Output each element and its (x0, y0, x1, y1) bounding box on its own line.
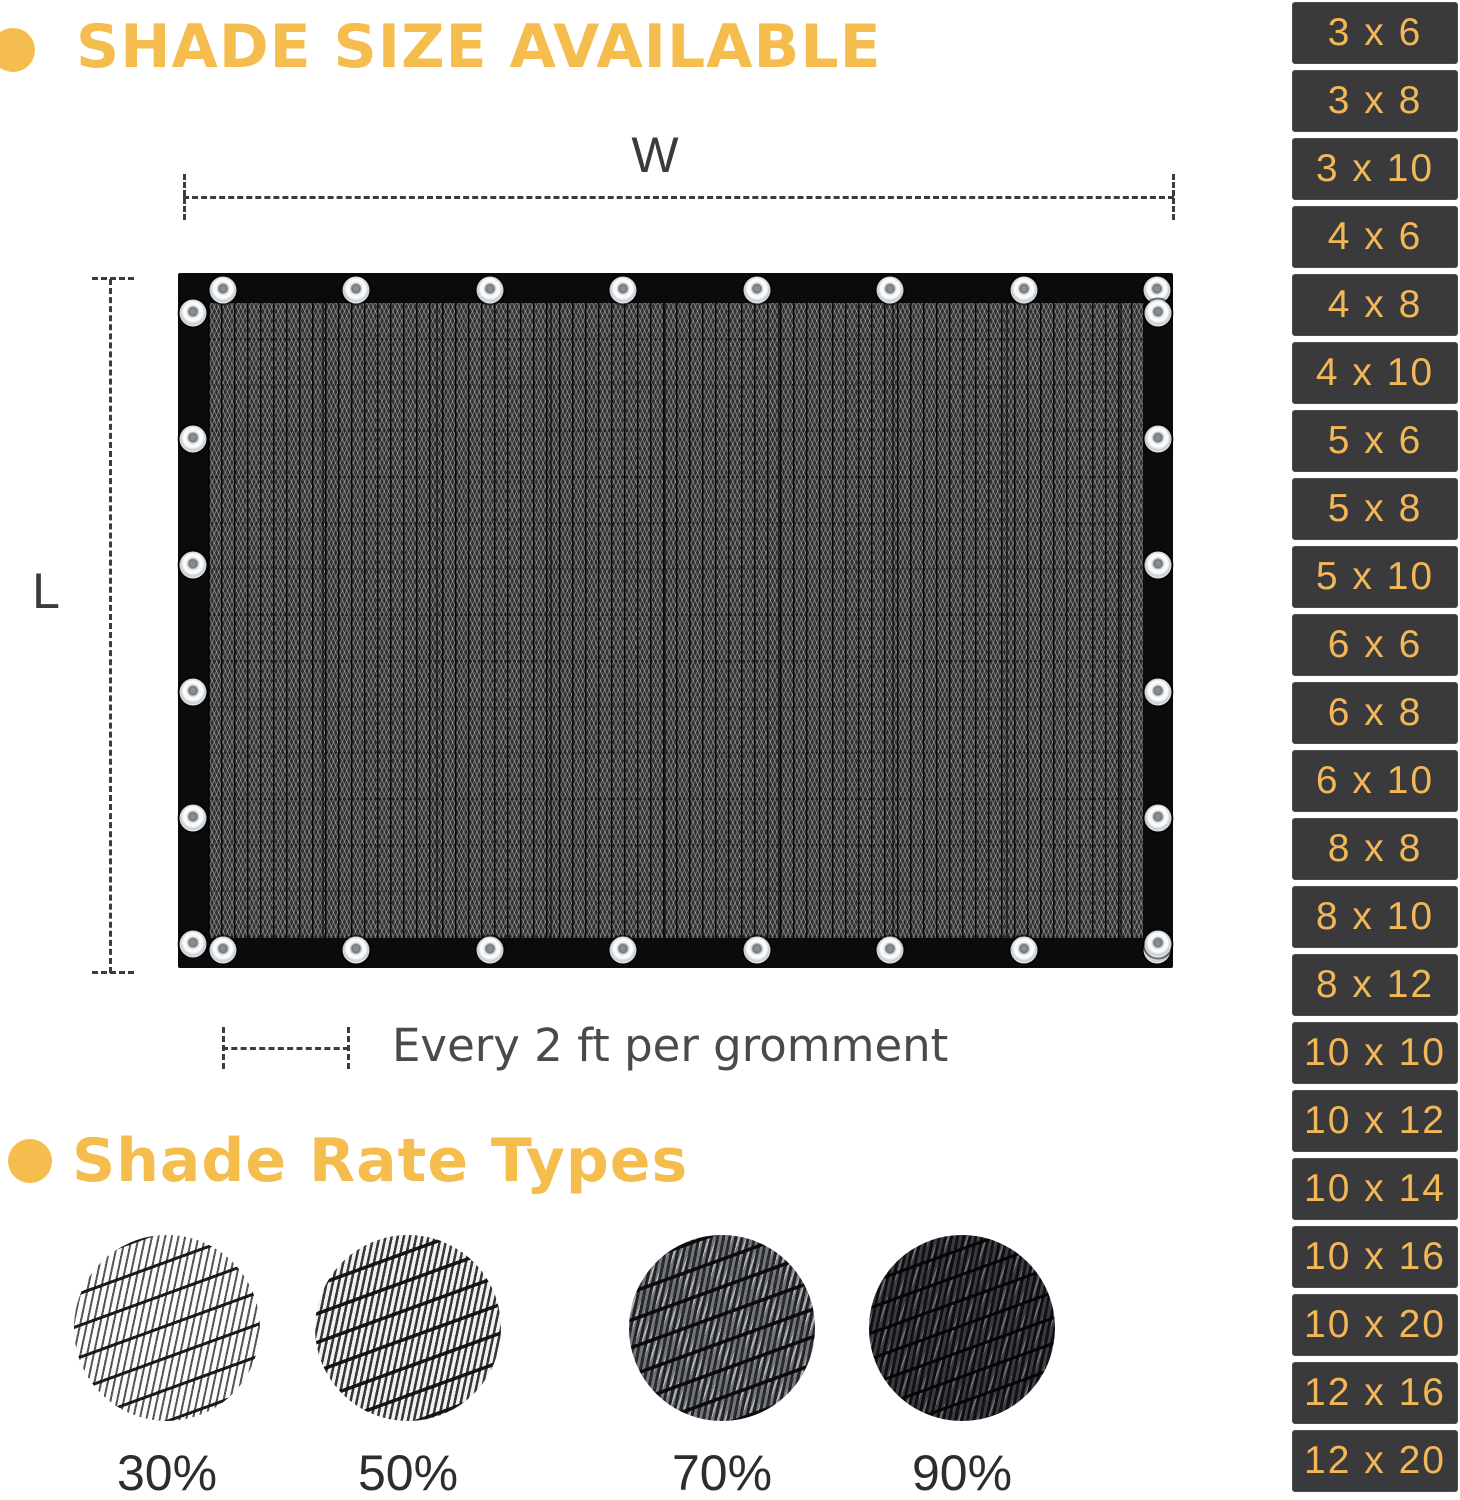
bullet-dot-icon (8, 1139, 52, 1183)
grommet-icon (610, 937, 637, 964)
grommet-spacing-line (222, 1047, 349, 1050)
shade-mesh-texture (208, 303, 1143, 938)
width-dimension-tick-right (1172, 174, 1175, 220)
grommet-icon (610, 277, 637, 304)
grommet-icon (180, 426, 207, 453)
size-option: 5 x 8 (1292, 478, 1458, 540)
grommet-icon (180, 300, 207, 327)
grommet-icon (180, 552, 207, 579)
shade-sample-90-icon (869, 1235, 1055, 1421)
width-dimension-tick-left (183, 174, 186, 220)
grommet-icon (877, 277, 904, 304)
size-option: 3 x 10 (1292, 138, 1458, 200)
grommet-icon (743, 277, 770, 304)
grommet-icon (877, 937, 904, 964)
shade-rate-label: 50% (357, 1445, 459, 1500)
shade-tarp (178, 273, 1173, 968)
size-option: 6 x 6 (1292, 614, 1458, 676)
grommet-icon (1010, 937, 1037, 964)
size-option: 10 x 16 (1292, 1226, 1458, 1288)
grommet-icon (1145, 552, 1172, 579)
length-dimension-line (109, 279, 112, 973)
shade-rate-label: 90% (911, 1445, 1013, 1500)
size-option: 10 x 12 (1292, 1090, 1458, 1152)
shade-rate-title: Shade Rate Types (72, 1126, 689, 1196)
size-option: 10 x 10 (1292, 1022, 1458, 1084)
size-option: 5 x 10 (1292, 546, 1458, 608)
size-option: 4 x 8 (1292, 274, 1458, 336)
grommet-icon (210, 277, 237, 304)
page-title: SHADE SIZE AVAILABLE (76, 12, 882, 82)
size-option: 8 x 10 (1292, 886, 1458, 948)
bullet-dot-icon (0, 28, 35, 72)
grommet-icon (210, 937, 237, 964)
length-dimension-tick-bottom (92, 971, 134, 974)
grommet-icon (1010, 277, 1037, 304)
shade-rate-label: 70% (671, 1445, 773, 1500)
size-option: 4 x 6 (1292, 206, 1458, 268)
grommet-spacing-tick-left (222, 1027, 225, 1069)
size-option: 12 x 16 (1292, 1362, 1458, 1424)
size-option: 6 x 8 (1292, 682, 1458, 744)
grommet-icon (1145, 426, 1172, 453)
size-option: 6 x 10 (1292, 750, 1458, 812)
size-option: 4 x 10 (1292, 342, 1458, 404)
grommet-icon (743, 937, 770, 964)
grommet-icon (476, 937, 503, 964)
shade-rate-label: 30% (116, 1445, 218, 1500)
shade-sample-50-icon (315, 1235, 501, 1421)
width-dimension-line (183, 196, 1174, 199)
grommet-icon (180, 931, 207, 958)
shade-sample-30-icon (74, 1235, 260, 1421)
size-option: 8 x 8 (1292, 818, 1458, 880)
grommet-icon (180, 804, 207, 831)
grommet-icon (343, 937, 370, 964)
size-option: 5 x 6 (1292, 410, 1458, 472)
shade-sample-70-icon (629, 1235, 815, 1421)
length-dimension-label: L (32, 563, 60, 619)
grommet-icon (180, 678, 207, 705)
size-option: 10 x 14 (1292, 1158, 1458, 1220)
size-option: 8 x 12 (1292, 954, 1458, 1016)
grommet-icon (1145, 678, 1172, 705)
grommet-icon (1145, 931, 1172, 958)
size-option: 12 x 20 (1292, 1430, 1458, 1492)
grommet-icon (1145, 804, 1172, 831)
grommet-spacing-note: Every 2 ft per gromment (392, 1019, 949, 1072)
grommet-spacing-tick-right (347, 1027, 350, 1069)
grommet-icon (1145, 300, 1172, 327)
size-option: 3 x 6 (1292, 2, 1458, 64)
length-dimension-tick-top (92, 277, 134, 280)
width-dimension-label: W (631, 127, 679, 183)
size-option: 3 x 8 (1292, 70, 1458, 132)
grommet-icon (343, 277, 370, 304)
size-options-list (1292, 2, 1458, 1498)
size-option: 10 x 20 (1292, 1294, 1458, 1356)
grommet-icon (476, 277, 503, 304)
